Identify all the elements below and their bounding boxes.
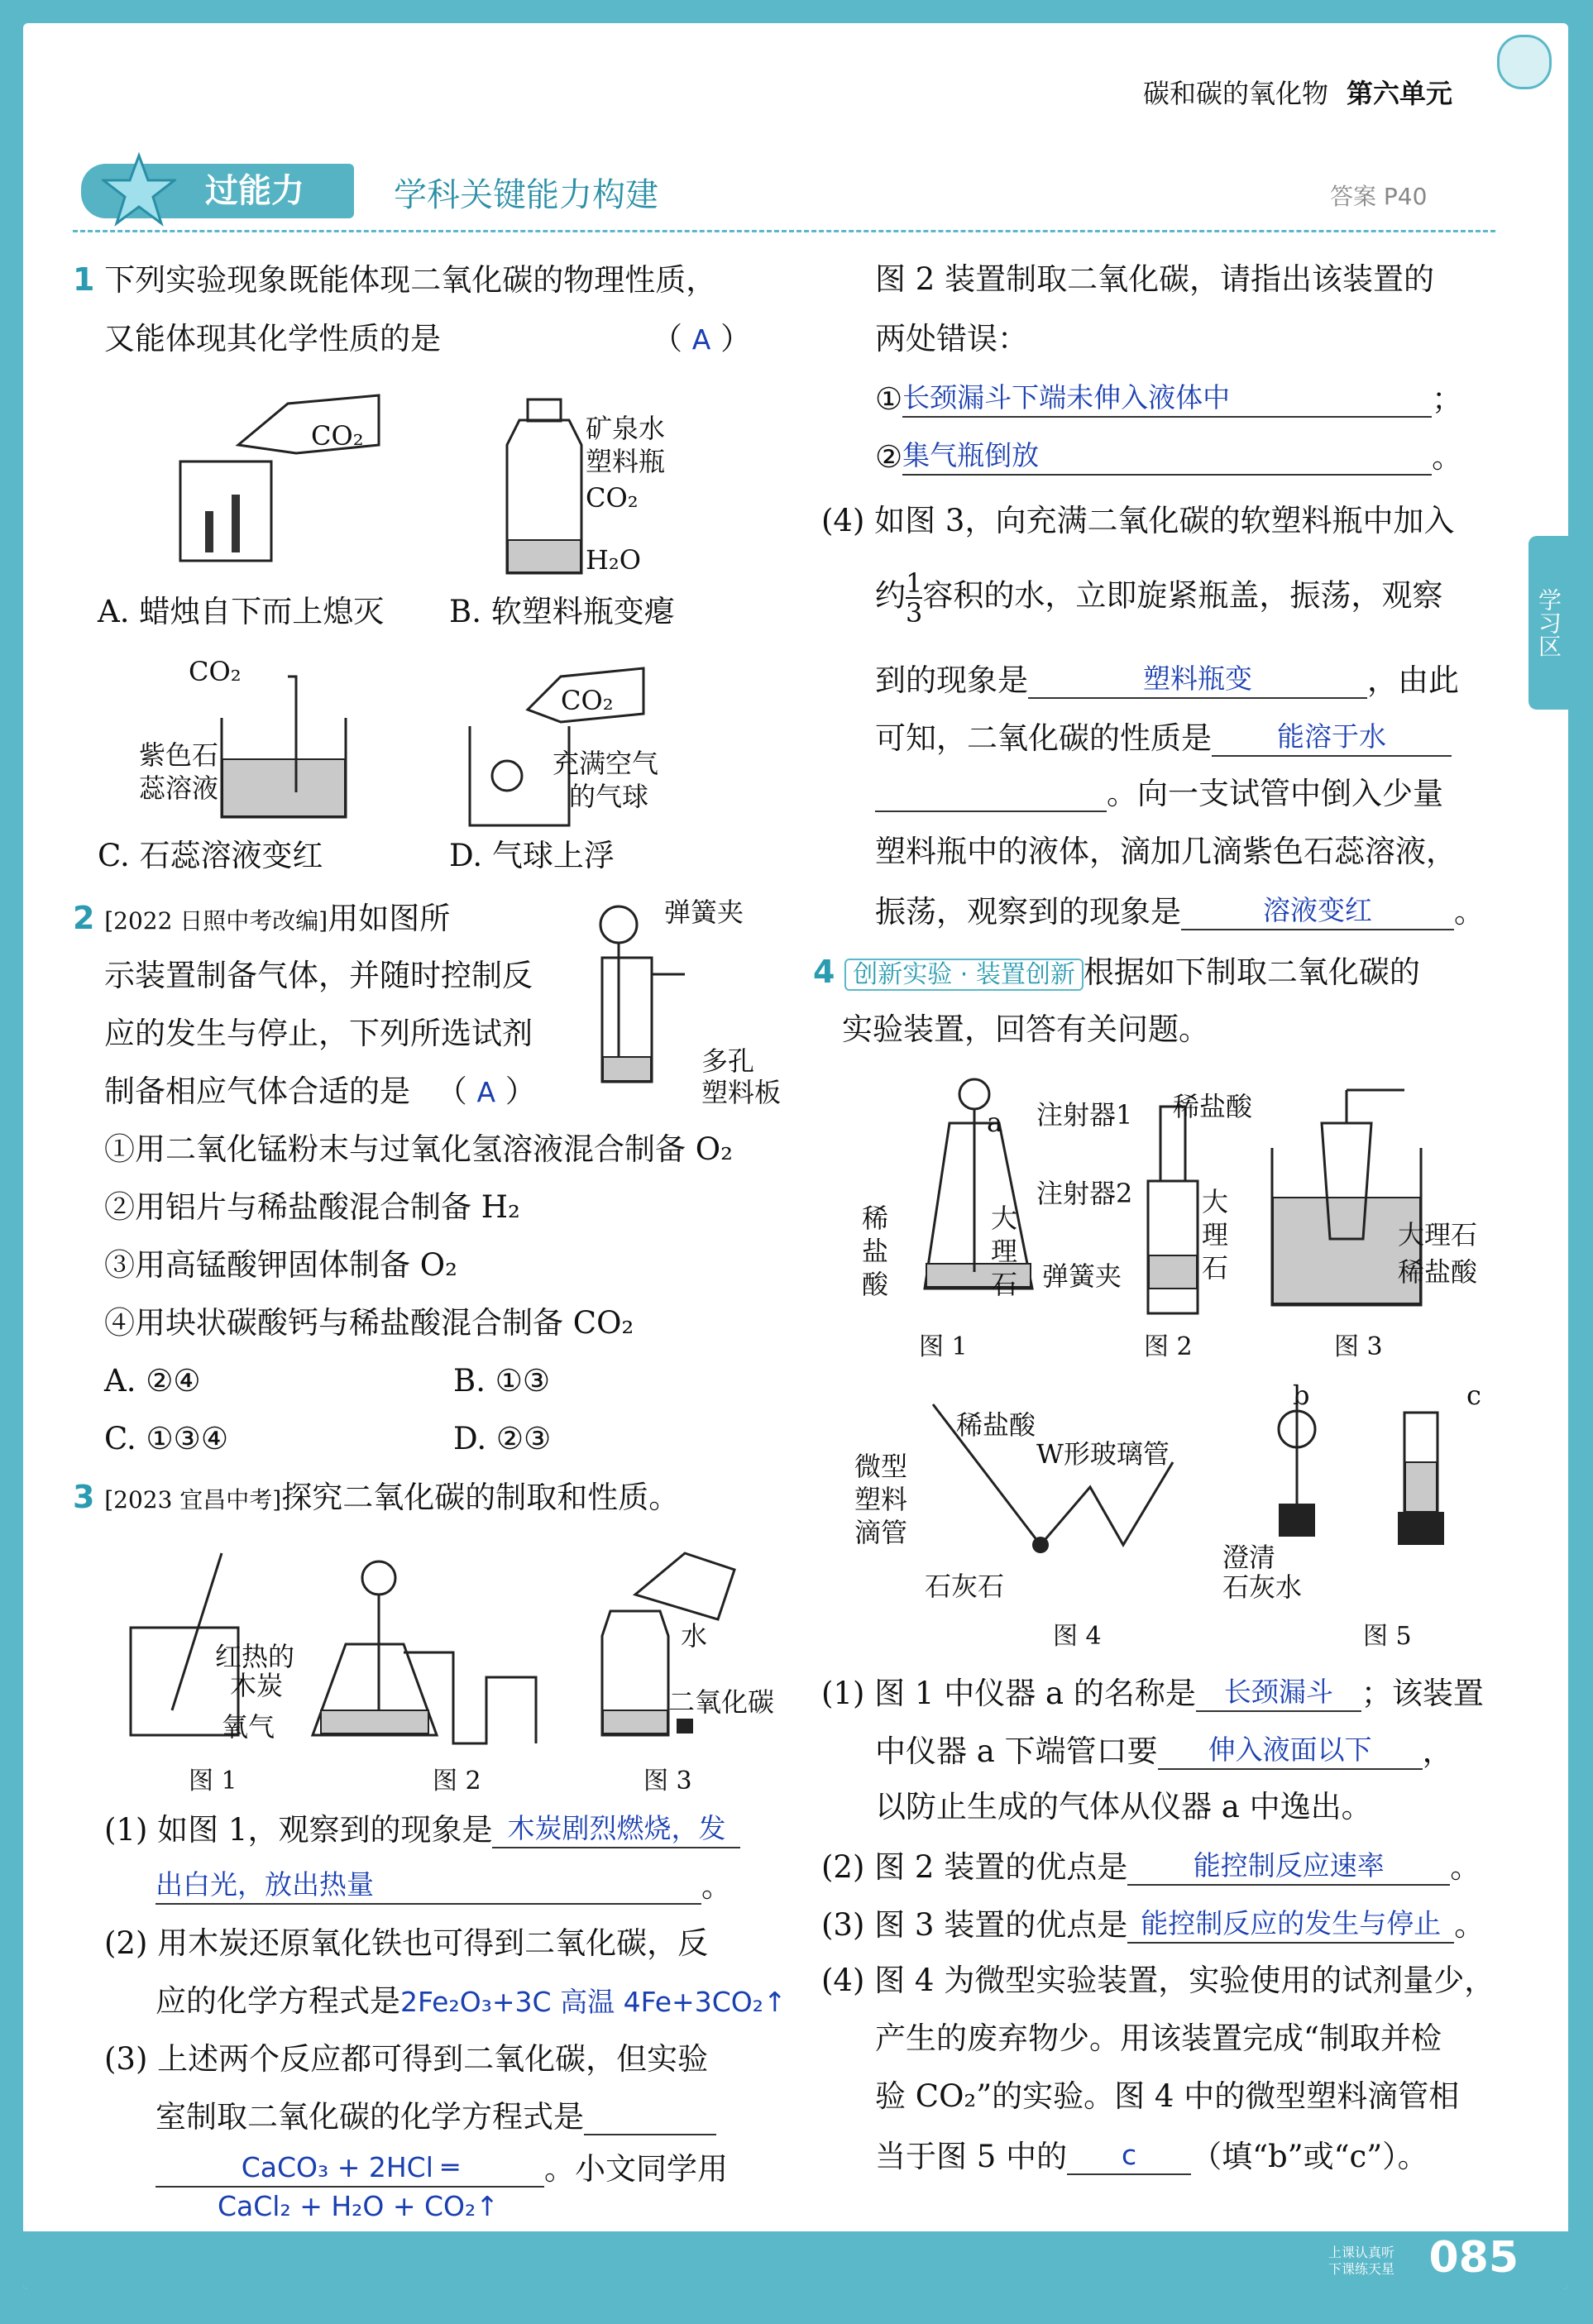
q4-fig1-label-acid-1: 稀 [862,1203,889,1234]
q3b-part4-line7-text: 振荡，观察到的现象是 [875,894,1181,930]
q3b-part4-line2-text: 容积的水，立即旋紧瓶盖，振荡，观察 [922,577,1443,614]
q4-line2: 实验装置，回答有关问题。 [842,1011,1209,1047]
fraction-denominator: 3 [906,597,923,629]
q2-item-3: ③用高锰酸钾固体制备 O₂ [104,1247,457,1283]
q4-caption-2: 图 2 [1144,1332,1193,1361]
q3-stem: 探究二氧化碳的制取和性质。 [281,1480,680,1515]
q1-fig-d-co2: CO₂ [561,685,614,716]
q4-tag: 创新实验 · 装置创新 [844,959,1084,991]
q2-line1 [73,900,450,940]
page [23,23,1568,2289]
q4-part4-line1: (4) 图 4 为微型实验装置，实验使用的试剂量少， [821,1963,1495,1998]
q1-fig-d-label-1: 充满空气 [553,748,659,779]
q4-part4-line3: 验 CO₂”的实验。图 4 中的微型塑料滴管相 [875,2078,1460,2114]
q4-fig4-label-acid: 稀盐酸 [956,1409,1036,1441]
q4-fig2-label-clip: 弹簧夹 [1042,1260,1122,1292]
q1-stem: 下列实验现象既能体现二氧化碳的物理性质， [104,262,717,298]
q4-part1-tail: ；该装置 [1361,1676,1484,1711]
q3-part3-text: 室制取二氧化碳的化学方程式是 [155,2099,584,2135]
q4-part1-line2 [875,1731,1453,1770]
unit-title: 第六单元 [1346,78,1452,109]
q3-fig1-label-2: 木炭 [230,1670,284,1701]
q1-fig-d-label-2: 的气球 [569,781,649,812]
q4-part1-line1 [821,1673,1484,1712]
q1-fig-a-co2: CO₂ [311,420,364,452]
q3b-part4-line3-text: 到的现象是 [875,662,1028,698]
q1-number: 1 [73,261,95,298]
running-header [1143,73,1452,111]
q3-fig1-label-3: 氧气 [222,1711,275,1743]
q4-part3-answer: 能控制反应的发生与停止 [1141,1907,1442,1939]
q4-fig2-label-stone-3: 石 [1202,1252,1229,1284]
q1-figure-c [213,668,362,825]
q4-part1-text-2: 中仪器 a 下端管口要 [875,1733,1158,1769]
q4-fig1-label-acid-3: 酸 [862,1269,889,1300]
q4-part2: (2) 图 2 装置的优点是 能控制反应速率 。 [821,1847,1481,1886]
q4-caption-3: 图 3 [1334,1332,1383,1361]
q3-part3-line2 [155,2099,716,2135]
q2-fig-label-2: 塑料板 [701,1077,782,1108]
q3b-error-2-answer: 集气瓶倒放 [902,439,1040,471]
q3b-part4-line4 [875,718,1452,757]
q4-fig1-label-stone-1: 大 [991,1203,1018,1234]
q4-part4-answer: c [1122,2139,1137,2171]
q4-part1-comma: ， [1422,1733,1453,1769]
q4-fig4-label-dropper-1: 微型 [854,1451,908,1482]
q3b-part4-line2 [875,569,1442,627]
q3b-part4-line5 [875,776,1443,812]
q3b-part4-answer-3: 溶液变红 [1263,894,1372,926]
q2-fig-label-clip: 弹簧夹 [664,897,744,928]
q1-option-d: D. 气球上浮 [449,838,615,873]
q2-line3: 应的发生与停止，下列所选试剂 [104,1016,533,1051]
q3-part1-text: (1) 如图 1，观察到的现象是 [104,1812,493,1848]
q4-fig5-label-b: b [1293,1380,1310,1411]
q3-caption-2: 图 2 [433,1767,481,1796]
q4-fig4-label-limestone: 石灰石 [925,1571,1005,1602]
fraction-numerator: 1 [906,567,923,599]
star-mascot-icon [102,152,176,227]
q1-line1 [73,261,716,299]
q1-fig-b-label-1: 矿泉水 [586,413,666,444]
q3-part3-answer-2: CaCl₂ + H₂O + CO₂↑ [218,2190,499,2222]
q2-line4: 制备相应气体合适的是 （ A ） [104,1074,536,1109]
q4-stem-1: 根据如下制取二氧化碳的 [1083,954,1420,990]
q3b-line1: 图 2 装置制取二氧化碳，请指出该装置的 [875,261,1435,297]
q4-part1-text: (1) 图 1 中仪器 a 的名称是 [821,1676,1196,1711]
q4-fig4-label-wtube: W形玻璃管 [1036,1438,1170,1470]
q3b-part4-answer-1: 塑料瓶变 [1143,662,1252,695]
q1-line2 [104,321,441,357]
answer-reference: 答案 P40 [1330,183,1428,210]
q3-caption-1: 图 1 [189,1767,237,1796]
q3b-part4-line1: (4) 如图 3，向充满二氧化碳的软塑料瓶中加入 [821,503,1455,538]
q3-part2-text: 应的化学方程式是 [155,1983,400,2019]
q4-fig3-label-stone: 大理石 [1398,1219,1478,1250]
q4-part1-line3: 以防止生成的气体从仪器 a 中逸出。 [875,1789,1372,1824]
q3b-part4-about: 约 [875,577,906,614]
q3b-line2: 两处错误： [875,321,1028,356]
q4-fig1-label-stone-3: 石 [991,1269,1018,1300]
q3b-part4-answer-2: 能溶于水 [1277,720,1386,753]
q4-fig4-label-lime-2: 石灰水 [1222,1571,1303,1603]
q4-part1-answer-1: 长颈漏斗 [1223,1676,1333,1708]
q3-part2-answer: 2Fe₂O₃+3C 高温 4Fe+3CO₂↑ [400,1986,787,2018]
q3b-part4-line7: 振荡，观察到的现象是 溶液变红 。 [875,892,1485,930]
q3-source: [2023 宜昌中考] [104,1486,282,1513]
section-badge: 过能力 [81,164,354,218]
q3b-error-1-answer: 长颈漏斗下端未伸入液体中 [902,381,1231,414]
header-divider [73,230,1495,232]
q3-fig3-label-2: 二氧化碳 [668,1686,775,1718]
q3-part1-line1 [104,1810,740,1848]
q4-part4-text: 当于图 5 中的 [875,2139,1068,2174]
q2-fig-label-1: 多孔 [701,1045,755,1077]
q3-part3-answer-1: CaCO₃ + 2HCl ═ [241,2151,459,2183]
q3-part2-line2 [155,1983,787,2020]
q3-part1-answer-1: 木炭剧烈燃烧，发 [507,1812,726,1844]
fraction-one-third [906,569,922,627]
q4-fig5-label-c: c [1466,1380,1481,1411]
q4-fig1-label-acid-2: 盐 [862,1236,889,1267]
q3b-error-2: ②集气瓶倒放 。 [875,437,1462,476]
q4-fig2-label-acid: 稀盐酸 [1173,1091,1253,1122]
q1-option-b: B. 软塑料瓶变瘪 [449,594,675,629]
footer-slogan-2: 下课练天星 [1328,2261,1394,2277]
q3-part3-line1: (3) 上述两个反应都可得到二氧化碳，但实验 [104,2041,709,2077]
q3b-part4-line4-text: 可知，二氧化碳的性质是 [875,720,1212,756]
q4-caption-4: 图 4 [1053,1622,1102,1651]
q4-part4-line4 [875,2136,1428,2175]
q1-stem-2: 又能体现其化学性质的是 [104,321,441,356]
q4-fig2-label-stone-2: 理 [1202,1219,1229,1250]
q1-option-a: A. 蜡烛自下而上熄灭 [98,594,385,629]
q4-line1 [813,954,1420,993]
q4-fig2-label-syringe1: 注射器1 [1036,1099,1133,1131]
q4-fig2-label-syringe2: 注射器2 [1036,1178,1133,1209]
q1-fig-b-label-2: 塑料瓶 [586,446,666,477]
q4-part3: (3) 图 3 装置的优点是 能控制反应的发生与停止 。 [821,1905,1485,1944]
q2-item-2: ②用铝片与稀盐酸混合制备 H₂ [104,1189,520,1225]
q2-answer: A [476,1076,496,1108]
q2-line2: 示装置制备气体，并随时控制反 [104,958,533,993]
q2-item-4: ④用块状碳酸钙与稀盐酸混合制备 CO₂ [104,1305,634,1341]
q3b-error-1: ①长颈漏斗下端未伸入液体中 ； [875,379,1462,418]
q4-part1-answer-2: 伸入液面以下 [1208,1733,1372,1766]
q1-figure-a [164,387,395,569]
q1-answer: A [691,323,711,356]
q4-fig1-label-a: a [987,1107,1003,1138]
footer-slogan-1: 上课认真听 [1328,2245,1394,2260]
q4-part3-text: (3) 图 3 装置的优点是 [821,1907,1128,1943]
q4-part2-text: (2) 图 2 装置的优点是 [821,1849,1128,1885]
q3-part1-answer-2: 出白光，放出热量 [155,1868,374,1901]
q3-fig3-label-1: 水 [681,1620,708,1652]
q2-source: [2022 日照中考改编] [104,907,328,935]
q3b-part4-line6: 塑料瓶中的液体，滴加几滴紫色石蕊溶液， [875,834,1457,869]
chapter-title: 碳和碳的氧化物 [1142,78,1328,109]
q2-item-1: ①用二氧化锰粉末与过氧化氢溶液混合制备 O₂ [104,1131,733,1167]
q4-caption-1: 图 1 [919,1332,968,1361]
q3b-part4-line3-tail: ，由此 [1367,662,1459,698]
q4-fig2-label-stone-1: 大 [1202,1186,1229,1217]
q2-option-a: A. ②④ [104,1363,201,1399]
q3-fig1-label-1: 红热的 [215,1641,295,1672]
q4-part4-tail: （填“b”或“c”）。 [1191,2139,1428,2174]
q4-caption-5: 图 5 [1363,1622,1412,1651]
section-subtitle: 学科关键能力构建 [394,176,658,214]
q1-answer-bracket: （ A ） [652,321,752,356]
q4-fig4-label-dropper-3: 滴管 [854,1517,908,1548]
q3b-part4-line3 [875,660,1459,699]
q3-part1-line2: 出白光，放出热量 。 [155,1866,732,1905]
q1-fig-c-label-2: 蕊溶液 [139,772,219,804]
q4-fig3-label-acid: 稀盐酸 [1398,1256,1478,1288]
q2-option-c: C. ①③④ [104,1421,229,1456]
q3b-part4-line5-text: 。向一支试管中倒入少量 [1107,776,1443,811]
q1-fig-b-label-3: CO₂ [586,482,639,514]
q3-caption-3: 图 3 [643,1767,692,1796]
q4-fig4-label-lime-1: 澄清 [1222,1542,1276,1573]
q3-part2-line1: (2) 用木炭还原氧化铁也可得到二氧化碳，反 [104,1925,709,1961]
mascot-icon [1497,35,1552,89]
q3-number: 3 [73,1479,95,1515]
q2-stem-1: 用如图所 [328,901,451,936]
q1-fig-c-co2: CO₂ [189,656,242,687]
q1-fig-c-label-1: 紫色石 [139,739,219,771]
q4-fig4-label-dropper-2: 塑料 [854,1484,908,1515]
q2-stem-4: 制备相应气体合适的是 [104,1074,410,1109]
q2-option-d: D. ②③ [453,1421,552,1456]
q4-fig1-label-stone-2: 理 [991,1236,1018,1267]
q4-part4-line2: 产生的废弃物少。用该装置完成“制取并检 [875,2020,1442,2056]
q4-part2-answer: 能控制反应速率 [1193,1849,1385,1882]
side-tab: 学习区 [1528,536,1568,710]
page-number: 085 [1428,2233,1519,2283]
q3-part3-line3 [155,2149,728,2188]
q2-option-b: B. ①③ [453,1363,551,1399]
q1-fig-b-label-4: H₂O [586,544,641,576]
q4-number: 4 [813,954,835,990]
q2-number: 2 [73,900,95,936]
q3-part3-tail: 。小文同学用 [544,2151,728,2187]
footer-slogan [1328,2245,1394,2278]
q1-option-c: C. 石蕊溶液变红 [98,838,323,873]
q3-line1 [73,1479,679,1518]
